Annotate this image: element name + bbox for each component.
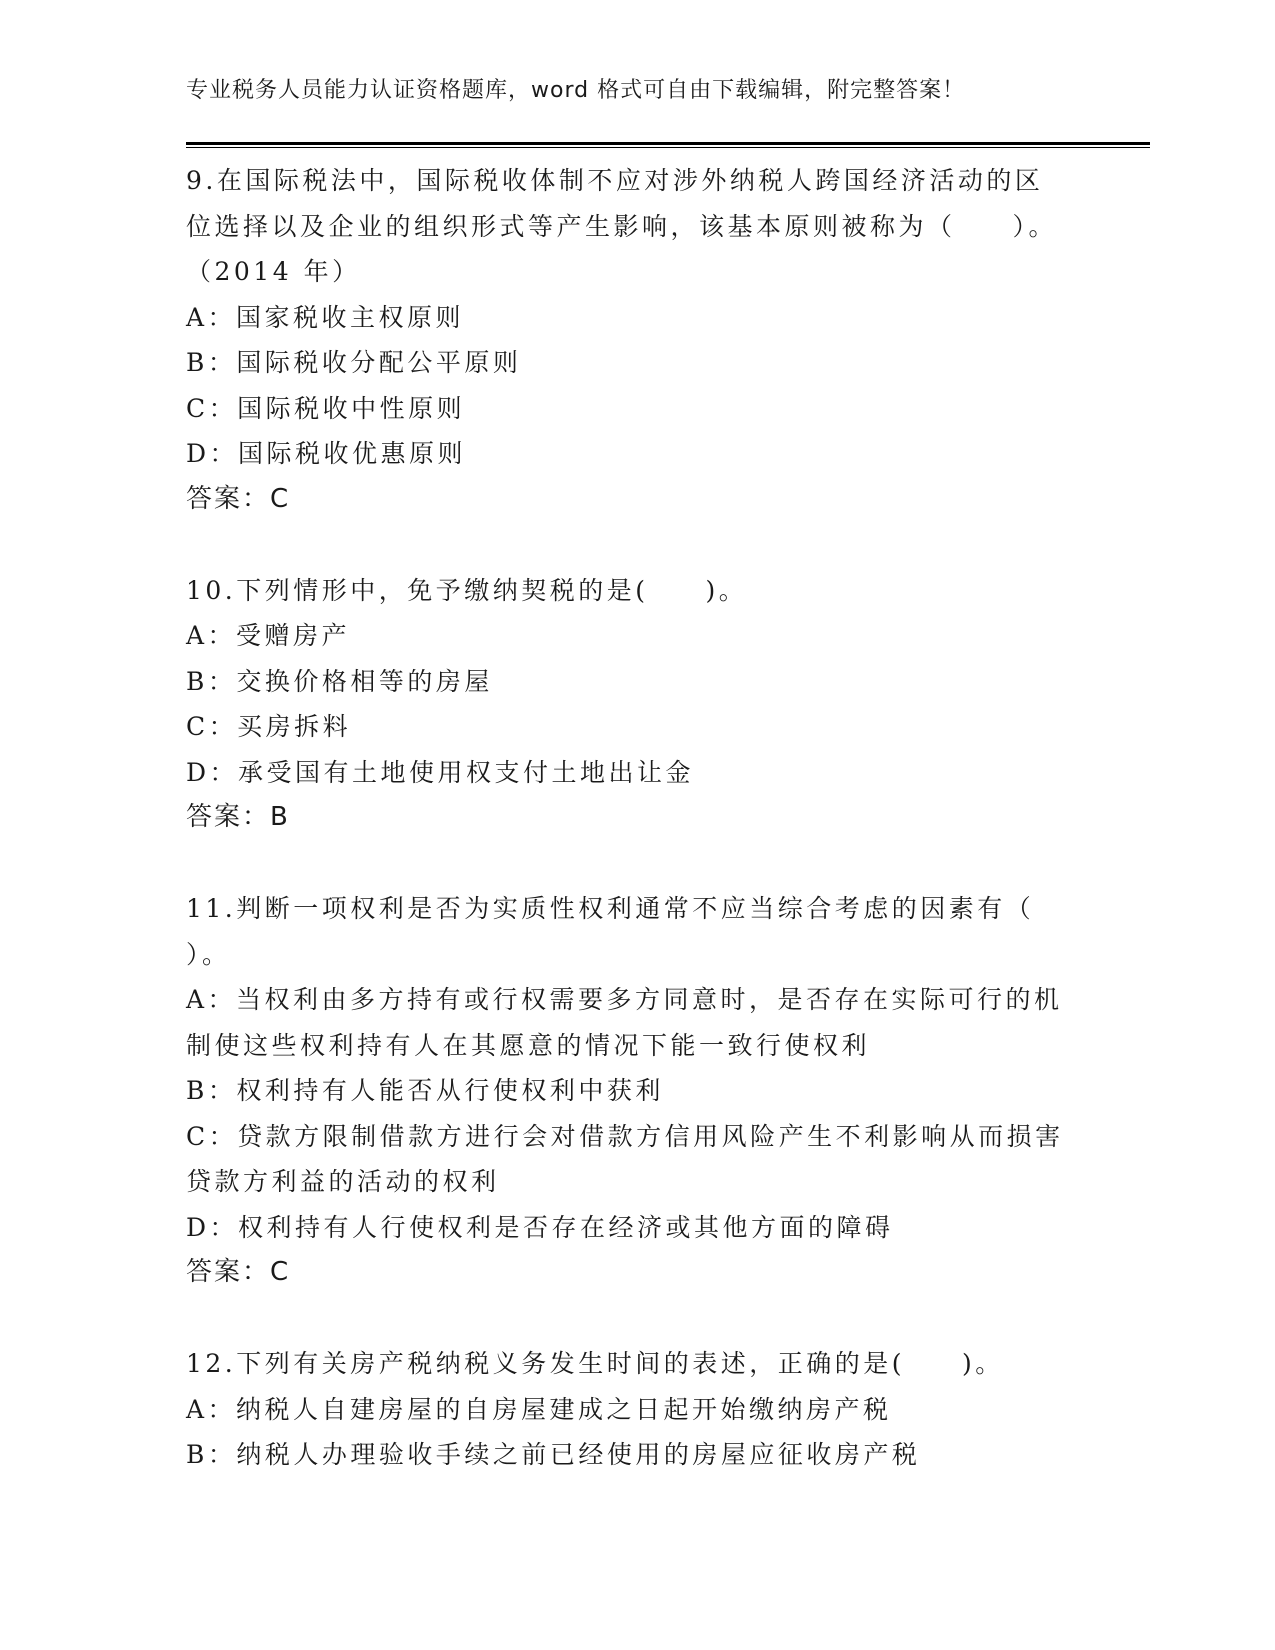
question-list: [186, 158, 1086, 1478]
option-a: A：纳税人自建房屋的自房屋建成之日起开始缴纳房产税: [186, 1394, 892, 1424]
page-header: 专业税务人员能力认证资格题库，word 格式可自由下载编辑，附完整答案！: [186, 78, 966, 103]
option-d: D：国际税收优惠原则: [186, 439, 467, 468]
question-10: [186, 568, 1086, 841]
option-d: D：承受国有土地使用权支付土地出让金: [186, 757, 695, 787]
header-divider: [186, 142, 1150, 149]
question-11: [186, 886, 1086, 1296]
question-stem: 11.判断一项权利是否为实质性权利通常不应当综合考虑的因素有（: [186, 894, 1035, 923]
option-a: A：当权利由多方持有或行权需要多方同意时，是否存在实际可行的机: [186, 985, 1063, 1014]
option-a: A：受赠房产: [186, 621, 351, 650]
option-c: C：贷款方限制借款方进行会对借款方信用风险产生不利影响从而损害: [186, 1121, 1064, 1151]
question-spacer: [186, 522, 1086, 568]
question-9: [186, 158, 1086, 522]
question-stem: 10.下列情形中，免予缴纳契税的是( )。: [186, 575, 748, 605]
option-b: B：交换价格相等的房屋: [186, 666, 493, 696]
option-d: D：权利持有人行使权利是否存在经济或其他方面的障碍: [186, 1212, 894, 1242]
answer-label: 答案：C: [186, 1257, 291, 1287]
question-12: [186, 1341, 1086, 1478]
option-c: C：国际税收中性原则: [186, 393, 466, 423]
question-stem: （2014 年）: [186, 257, 361, 286]
divider-thin-line: [186, 147, 1150, 148]
option-c: C：买房拆料: [186, 712, 352, 741]
question-stem: 12.下列有关房产税纳税义务发生时间的表述，正确的是( )。: [186, 1349, 1004, 1378]
question-spacer: [186, 841, 1086, 887]
option-a-continued: 制使这些权利持有人在其愿意的情况下能一致行使权利: [186, 1030, 871, 1060]
option-b: B：权利持有人能否从行使权利中获利: [186, 1076, 664, 1105]
answer-label: 答案：C: [186, 483, 291, 514]
question-stem: 9.在国际税法中，国际税收体制不应对涉外纳税人跨国经济活动的区: [186, 166, 1044, 195]
question-spacer: [186, 1296, 1086, 1342]
option-c-continued: 贷款方利益的活动的权利: [186, 1167, 500, 1196]
option-a: A：国家税收主权原则: [186, 302, 465, 332]
question-stem: ）。: [186, 939, 231, 969]
option-b: B：纳税人办理验收手续之前已经使用的房屋应征收房产税: [186, 1440, 921, 1469]
divider-thick-line: [186, 142, 1150, 145]
option-b: B：国际税收分配公平原则: [186, 348, 522, 377]
question-stem: 位选择以及企业的组织形式等产生影响，该基本原则被称为（ ）。: [186, 211, 1058, 241]
answer-label: 答案：B: [186, 802, 290, 832]
